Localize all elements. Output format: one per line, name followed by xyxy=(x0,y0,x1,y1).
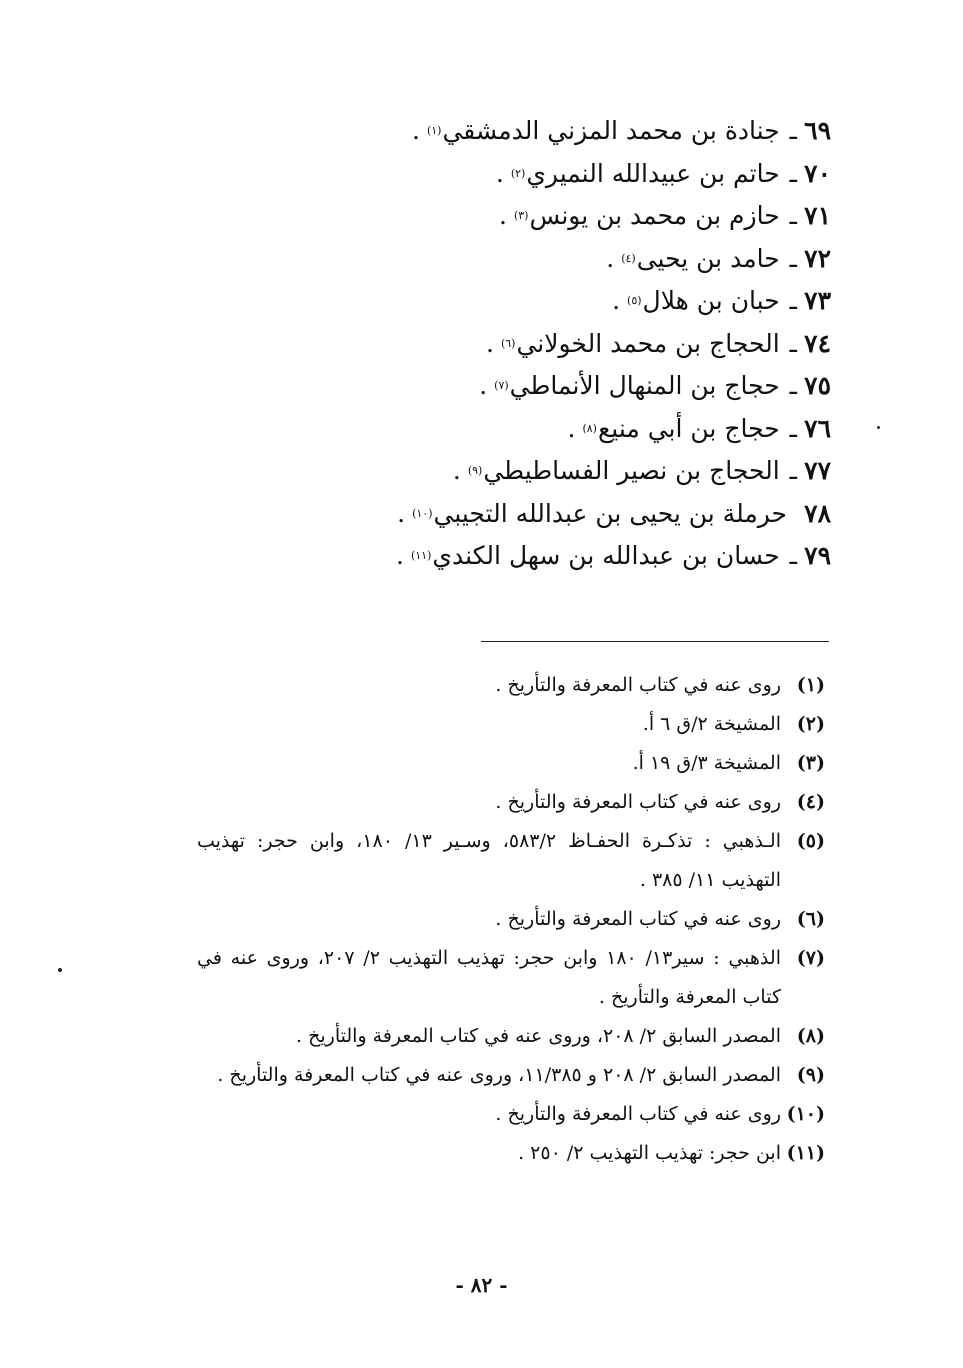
entry-name: الحجاج بن محمد الخولاني xyxy=(516,328,780,358)
footnote-text: روى عنه في كتاب المعرفة والتأريخ . xyxy=(495,791,781,813)
list-item: ٧٢ ـ حامد بن يحيى (٤) . xyxy=(311,238,831,281)
footnote-separator xyxy=(481,641,829,642)
footnote-number: (٥) xyxy=(796,830,825,852)
entry-dash: ـ xyxy=(789,371,797,400)
footnote-text: المصدر السابق ٢/ ٢٠٨ و ١١/٣٨٥، وروى عنه في كتاب المعرفة والتأريخ . xyxy=(217,1064,781,1086)
footnote-text: المشيخة ٣/ق ١٩ أ. xyxy=(632,752,781,774)
footnote-text: روى عنه في كتاب المعرفة والتأريخ . xyxy=(495,908,781,930)
entry-number: ٧٣ xyxy=(804,286,831,315)
footnote-number: (١٠) xyxy=(786,1103,825,1125)
footnote-text: روى عنه في كتاب المعرفة والتأريخ . xyxy=(495,674,781,696)
entry-number: ٧٠ xyxy=(804,158,831,188)
footnote-text: الذهبي : سير١٣/ ١٨٠ وابن حجر: تهذيب التهذيب ٢/ ٢٠٧، وروى عنه في كتاب المعرفة والتأريخ . xyxy=(197,947,781,1008)
entry-end: . xyxy=(396,541,404,570)
footnote-number: (١) xyxy=(796,674,825,696)
entry-end: . xyxy=(452,456,461,485)
list-item: ٧٧ ـ الحجاج بن نصير الفساطيطي (٩) . xyxy=(311,450,831,493)
entry-dash: ـ xyxy=(789,116,797,145)
list-item: ٧٦ ـ حجاج بن أبي منيع (٨) . xyxy=(311,408,831,451)
list-item: ٧٠ ـ حاتم بن عبيدالله النميري (٢) . xyxy=(311,153,831,196)
page-number: - ٨٢ - xyxy=(455,1273,508,1297)
footnote-number: (٣) xyxy=(796,752,825,774)
footnote xyxy=(197,939,825,1017)
entry-dash: ـ xyxy=(789,158,797,188)
footnote-number: (٧) xyxy=(796,947,825,969)
list-item: ٧١ ـ حازم بن محمد بن يونس (٣) . xyxy=(311,195,831,238)
entry-number: ٦٩ xyxy=(804,116,831,145)
footnote-text: المشيخة ٢/ق ٦ أ. xyxy=(642,713,781,735)
entry-name: حرملة بن يحيى بن عبدالله التجيبي xyxy=(433,498,787,528)
entry-name: حازم بن محمد بن يونس xyxy=(529,201,780,230)
entry-name: جنادة بن محمد المزني الدمشقي xyxy=(442,116,780,145)
entry-end: . xyxy=(479,371,488,400)
footnote-number: (٤) xyxy=(796,791,825,813)
entry-number: ٧٦ xyxy=(804,413,831,443)
entry-dash: ـ xyxy=(789,201,797,230)
entry-name: حبان بن هلال xyxy=(642,286,780,315)
footnote xyxy=(197,1056,825,1095)
footnote-number: (٩) xyxy=(796,1064,825,1086)
entry-number: ٧٨ xyxy=(804,498,831,528)
entry-end: . xyxy=(412,116,420,145)
entry-end: . xyxy=(397,498,406,528)
entry-dash: ـ xyxy=(789,541,797,570)
footnote-number: (٦) xyxy=(796,908,825,930)
footnote xyxy=(197,900,825,939)
entry-end: . xyxy=(495,158,504,188)
footnote xyxy=(197,705,825,744)
footnote xyxy=(197,744,825,783)
list-item: ٧٥ ـ حجاج بن المنهال الأنماطي (٧) . xyxy=(311,365,831,408)
footnote xyxy=(197,1017,825,1056)
entry-dash: ـ xyxy=(789,456,797,485)
footnote xyxy=(197,1134,825,1173)
scan-speck xyxy=(58,968,62,972)
footnote-text: المصدر السابق ٢/ ٢٠٨، وروى عنه في كتاب المعرفة والتأريخ . xyxy=(296,1025,781,1047)
entry-dash: ـ xyxy=(789,328,797,358)
entry-dash: ـ xyxy=(789,286,797,315)
entry-number: ٧٤ xyxy=(804,328,831,358)
footnote-text: ابن حجر: تهذيب التهذيب ٢/ ٢٥٠ . xyxy=(518,1142,781,1164)
entry-name: حسان بن عبدالله بن سهل الكندي xyxy=(432,541,780,570)
entry-name: حجاج بن المنهال الأنماطي xyxy=(509,371,780,400)
entry-end: . xyxy=(499,201,507,230)
narrators-list xyxy=(311,110,831,578)
entry-end: . xyxy=(486,328,494,358)
entry-name: حاتم بن عبيدالله النميري xyxy=(526,158,780,188)
entry-end: . xyxy=(606,243,615,273)
footnote xyxy=(197,783,825,822)
entry-end: . xyxy=(612,286,621,315)
footnote-number: (٢) xyxy=(796,713,825,735)
footnote-text: روى عنه في كتاب المعرفة والتأريخ . xyxy=(495,1103,781,1125)
entry-name: حجاج بن أبي منيع xyxy=(597,413,780,443)
footnote xyxy=(197,1095,825,1134)
entry-number: ٧٥ xyxy=(804,371,831,400)
list-item: ٧٨ حرملة بن يحيى بن عبدالله التجيبي (١٠) . xyxy=(311,493,831,536)
footnote-number: (١١) xyxy=(786,1142,825,1164)
entry-number: ٧١ xyxy=(804,201,831,230)
entry-number: ٧٢ xyxy=(804,243,831,273)
entry-name: حامد بن يحيى xyxy=(636,243,780,273)
entry-name: الحجاج بن نصير الفساطيطي xyxy=(483,456,780,485)
scan-speck xyxy=(877,426,880,429)
footnote-text: الـذهبي : تذكـرة الحفـاظ ٥٨٣/٢، وسـير ١٣/ ١٨٠، وابن حجر: تهذيب التهذيب ١١/ ٣٨٥ . xyxy=(197,830,781,891)
list-item: ٧٤ ـ الحجاج بن محمد الخولاني (٦) . xyxy=(311,323,831,366)
entry-end: . xyxy=(567,413,576,443)
footnote xyxy=(197,822,825,900)
footnotes-section xyxy=(197,666,825,1173)
entry-dash: ـ xyxy=(789,243,797,273)
list-item: ٧٩ ـ حسان بن عبدالله بن سهل الكندي (١١) . xyxy=(311,535,831,578)
footnote xyxy=(197,666,825,705)
footnote-number: (٨) xyxy=(796,1025,825,1047)
list-item: ٦٩ ـ جنادة بن محمد المزني الدمشقي (١) . xyxy=(311,110,831,153)
entry-number: ٧٧ xyxy=(804,456,831,485)
entry-dash: ـ xyxy=(789,413,797,443)
entry-number: ٧٩ xyxy=(804,541,831,570)
list-item: ٧٣ ـ حبان بن هلال (٥) . xyxy=(311,280,831,323)
